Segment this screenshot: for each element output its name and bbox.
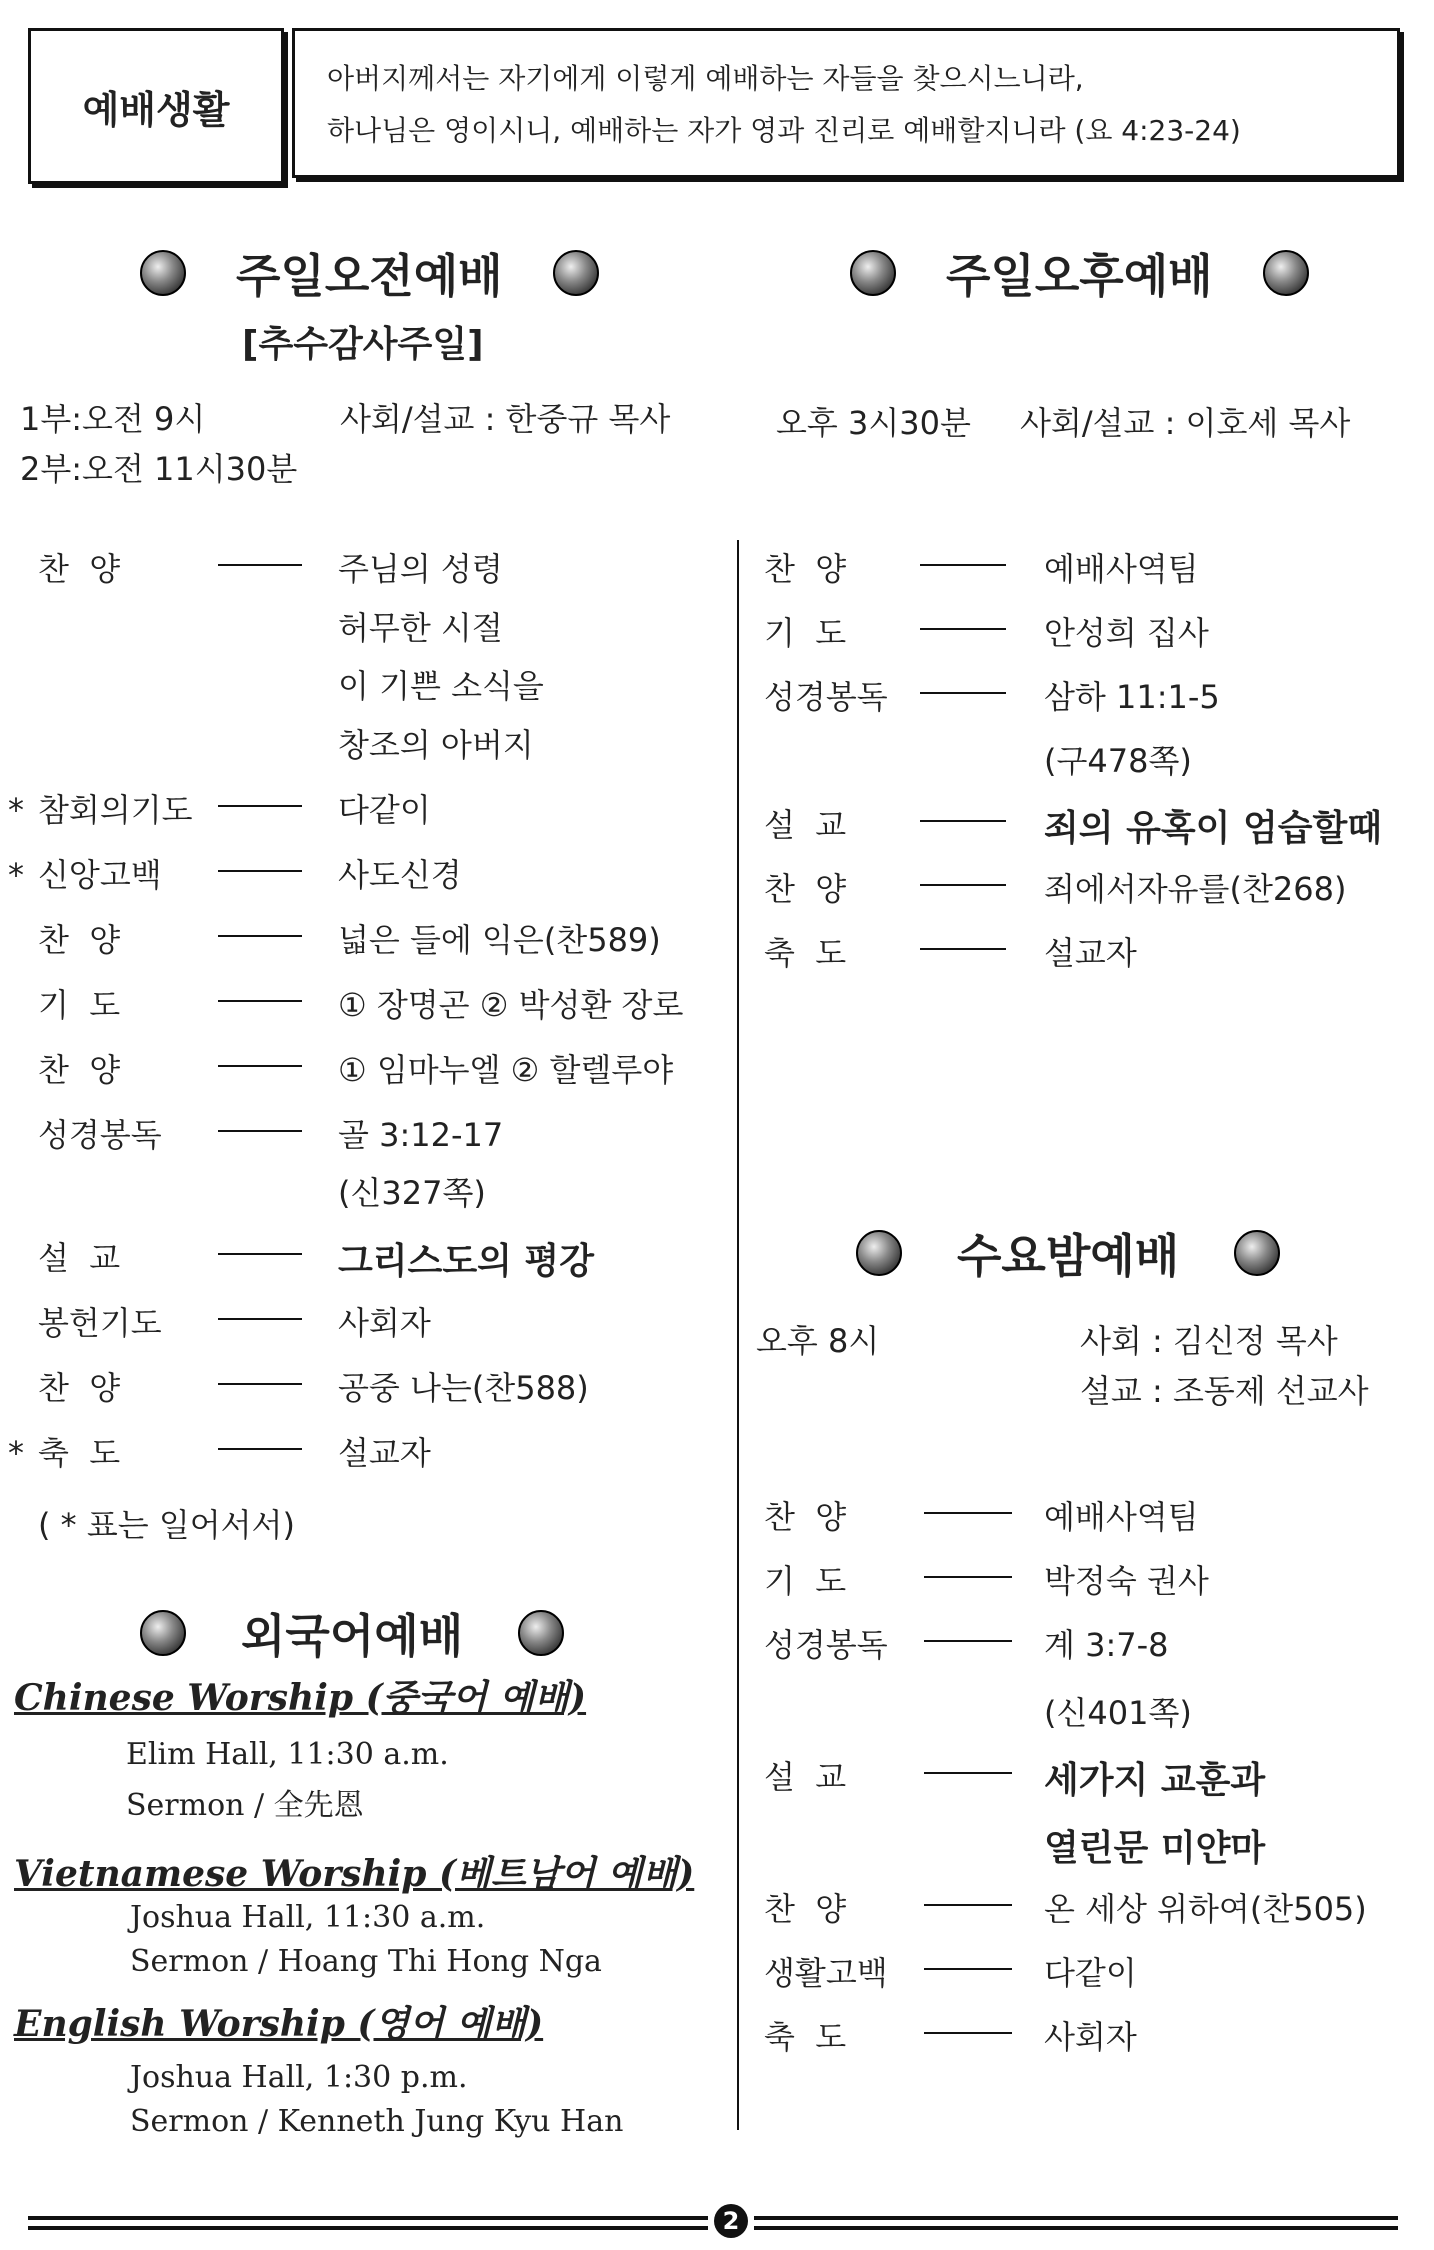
leader-dash — [924, 1904, 1012, 1906]
foreign-worship-title: 외국어예배 — [140, 1600, 564, 1666]
order-label: 설 교 — [38, 1239, 121, 1277]
order-label: 찬 양 — [764, 870, 847, 908]
order-value: 삼하 11:1-5 — [1044, 678, 1220, 716]
vietnamese-worship-sermon: Sermon / Hoang Thi Hong Nga — [130, 1944, 602, 1979]
order-value: 그리스도의 평강 — [338, 1241, 594, 1282]
order-value: 다같이 — [338, 790, 431, 829]
afternoon-leader: 사회/설교 : 이호세 목사 — [1020, 404, 1351, 442]
standing-mark: * — [8, 1434, 24, 1472]
standing-note: ( * 표는 일어서서) — [38, 1506, 295, 1544]
standing-mark: * — [8, 855, 24, 894]
bullet-ball-icon — [518, 1610, 564, 1656]
leader-dash — [920, 948, 1006, 950]
order-label: 신앙고백 — [38, 855, 162, 894]
order-value: 주님의 성령 — [338, 550, 503, 588]
leader-dash — [218, 1383, 302, 1385]
bullet-ball-icon — [1234, 1230, 1280, 1276]
order-label: 찬 양 — [764, 1890, 847, 1928]
order-label: 찬 양 — [38, 920, 121, 959]
order-value: 창조의 아버지 — [338, 725, 534, 764]
order-label: 찬 양 — [38, 1050, 121, 1089]
order-label: 설 교 — [764, 806, 847, 844]
order-label: 기 도 — [38, 985, 121, 1024]
chinese-worship-title: Chinese Worship (중국어 예배) — [14, 1677, 587, 1719]
order-label: 성경봉독 — [764, 678, 888, 716]
wednesday-title: 수요밤예배 — [856, 1220, 1280, 1286]
leader-dash — [218, 1130, 302, 1132]
leader-dash — [924, 1512, 1012, 1514]
order-label: 찬 양 — [764, 1498, 847, 1536]
order-label: 찬 양 — [38, 550, 121, 588]
order-value: 사도신경 — [338, 855, 462, 894]
verse-line-1: 아버지께서는 자기에게 이렇게 예배하는 자들을 찾으시느니라, — [327, 62, 1084, 95]
leader-dash — [924, 1640, 1012, 1642]
wednesday-preacher: 설교 : 조동제 선교사 — [1080, 1372, 1369, 1410]
sunday-morning-title: 주일오전예배 — [140, 240, 599, 306]
chinese-worship-sermon: Sermon / 全先恩 — [126, 1788, 364, 1823]
leader-dash — [924, 1968, 1012, 1970]
leader-dash — [218, 805, 302, 807]
section-label-box — [28, 28, 284, 184]
service-leader: 사회/설교 : 한중규 목사 — [340, 400, 671, 438]
wednesday-leader: 사회 : 김신정 목사 — [1080, 1322, 1338, 1360]
column-divider — [737, 540, 739, 2130]
section-label: 예배생활 — [82, 87, 230, 132]
order-value: 허무한 시절 — [338, 608, 503, 647]
order-label: 참회의기도 — [38, 790, 193, 829]
order-value: 온 세상 위하여(찬505) — [1044, 1890, 1367, 1928]
leader-dash — [924, 2032, 1012, 2034]
leader-dash — [920, 692, 1006, 694]
order-value: 세가지 교훈과 — [1044, 1760, 1266, 1801]
service-time-2: 2부:오전 11시30분 — [20, 450, 298, 488]
bullet-ball-icon — [1263, 250, 1309, 296]
afternoon-time: 오후 3시30분 — [776, 404, 971, 442]
sunday-afternoon-title: 주일오후예배 — [850, 240, 1309, 306]
order-value: ① 장명곤 ② 박성환 장로 — [338, 985, 684, 1024]
order-value: 계 3:7-8 — [1044, 1626, 1169, 1664]
english-worship-sermon: Sermon / Kenneth Jung Kyu Han — [130, 2104, 624, 2139]
verse-line-2: 하나님은 영이시니, 예배하는 자가 영과 진리로 예배할지니라 (요 4:23-24) — [327, 114, 1241, 147]
order-value: (신401쪽) — [1044, 1694, 1192, 1732]
order-label: 찬 양 — [38, 1369, 121, 1407]
footer-rule-left-2 — [28, 2226, 708, 2230]
footer-rule-right-2 — [754, 2226, 1398, 2230]
order-value: 사회자 — [338, 1304, 431, 1342]
order-label: 축 도 — [764, 934, 847, 972]
leader-dash — [218, 1065, 302, 1067]
order-value: 다같이 — [1044, 1954, 1137, 1992]
leader-dash — [920, 884, 1006, 886]
leader-dash — [924, 1576, 1012, 1578]
bullet-ball-icon — [850, 250, 896, 296]
order-label: 찬 양 — [764, 550, 847, 588]
order-value: 죄에서자유를(찬268) — [1044, 870, 1347, 908]
leader-dash — [218, 870, 302, 872]
english-worship-title: English Worship (영어 예배) — [14, 2003, 544, 2045]
bullet-ball-icon — [553, 250, 599, 296]
order-label: 축 도 — [38, 1434, 121, 1472]
order-label: 축 도 — [764, 2018, 847, 2056]
order-label: 기 도 — [764, 1562, 847, 1600]
order-value: 박정숙 권사 — [1044, 1562, 1209, 1600]
order-value: 예배사역팀 — [1044, 1498, 1199, 1536]
leader-dash — [218, 564, 302, 566]
order-label: 기 도 — [764, 614, 847, 652]
order-label: 성경봉독 — [38, 1115, 162, 1154]
vietnamese-worship-title: Vietnamese Worship (베트남어 예배) — [14, 1853, 695, 1895]
leader-dash — [218, 1318, 302, 1320]
order-label: 성경봉독 — [764, 1626, 888, 1664]
vietnamese-worship-place: Joshua Hall, 11:30 a.m. — [130, 1900, 486, 1935]
order-value: (신327쪽) — [338, 1174, 486, 1212]
order-value: 열린문 미얀마 — [1044, 1828, 1266, 1869]
bullet-ball-icon — [140, 1610, 186, 1656]
order-value: 죄의 유혹이 엄습할때 — [1044, 808, 1383, 849]
page-number-badge: 2 — [714, 2204, 748, 2238]
bible-verse-box — [292, 28, 1400, 178]
order-value: 공중 나는(찬588) — [338, 1369, 589, 1407]
order-value: 이 기쁜 소식을 — [338, 667, 544, 705]
leader-dash — [218, 1000, 302, 1002]
leader-dash — [924, 1772, 1012, 1774]
order-label: 봉헌기도 — [38, 1304, 162, 1342]
order-value: 설교자 — [338, 1434, 431, 1472]
order-value: 안성희 집사 — [1044, 614, 1209, 652]
order-label: 설 교 — [764, 1758, 847, 1796]
wednesday-time: 오후 8시 — [756, 1322, 880, 1360]
footer-rule-right — [754, 2216, 1398, 2220]
sunday-morning-subtitle: [추수감사주일] — [242, 324, 484, 365]
leader-dash — [920, 820, 1006, 822]
order-value: ① 임마누엘 ② 할렐루야 — [338, 1050, 674, 1089]
bullet-ball-icon — [856, 1230, 902, 1276]
leader-dash — [920, 564, 1006, 566]
order-value: 골 3:12-17 — [338, 1115, 504, 1154]
order-value: 설교자 — [1044, 934, 1137, 972]
standing-mark: * — [8, 790, 24, 829]
bullet-ball-icon — [140, 250, 186, 296]
leader-dash — [218, 935, 302, 937]
order-value: 사회자 — [1044, 2018, 1137, 2056]
order-value: 예배사역팀 — [1044, 550, 1199, 588]
leader-dash — [920, 628, 1006, 630]
order-label: 생활고백 — [764, 1954, 888, 1992]
order-value: (구478쪽) — [1044, 742, 1192, 780]
footer-rule-left — [28, 2216, 708, 2220]
leader-dash — [218, 1448, 302, 1450]
service-time-1: 1부:오전 9시 — [20, 400, 206, 438]
english-worship-place: Joshua Hall, 1:30 p.m. — [130, 2060, 468, 2095]
chinese-worship-place: Elim Hall, 11:30 a.m. — [126, 1737, 449, 1772]
leader-dash — [218, 1253, 302, 1255]
order-value: 넓은 들에 익은(찬589) — [338, 920, 661, 959]
